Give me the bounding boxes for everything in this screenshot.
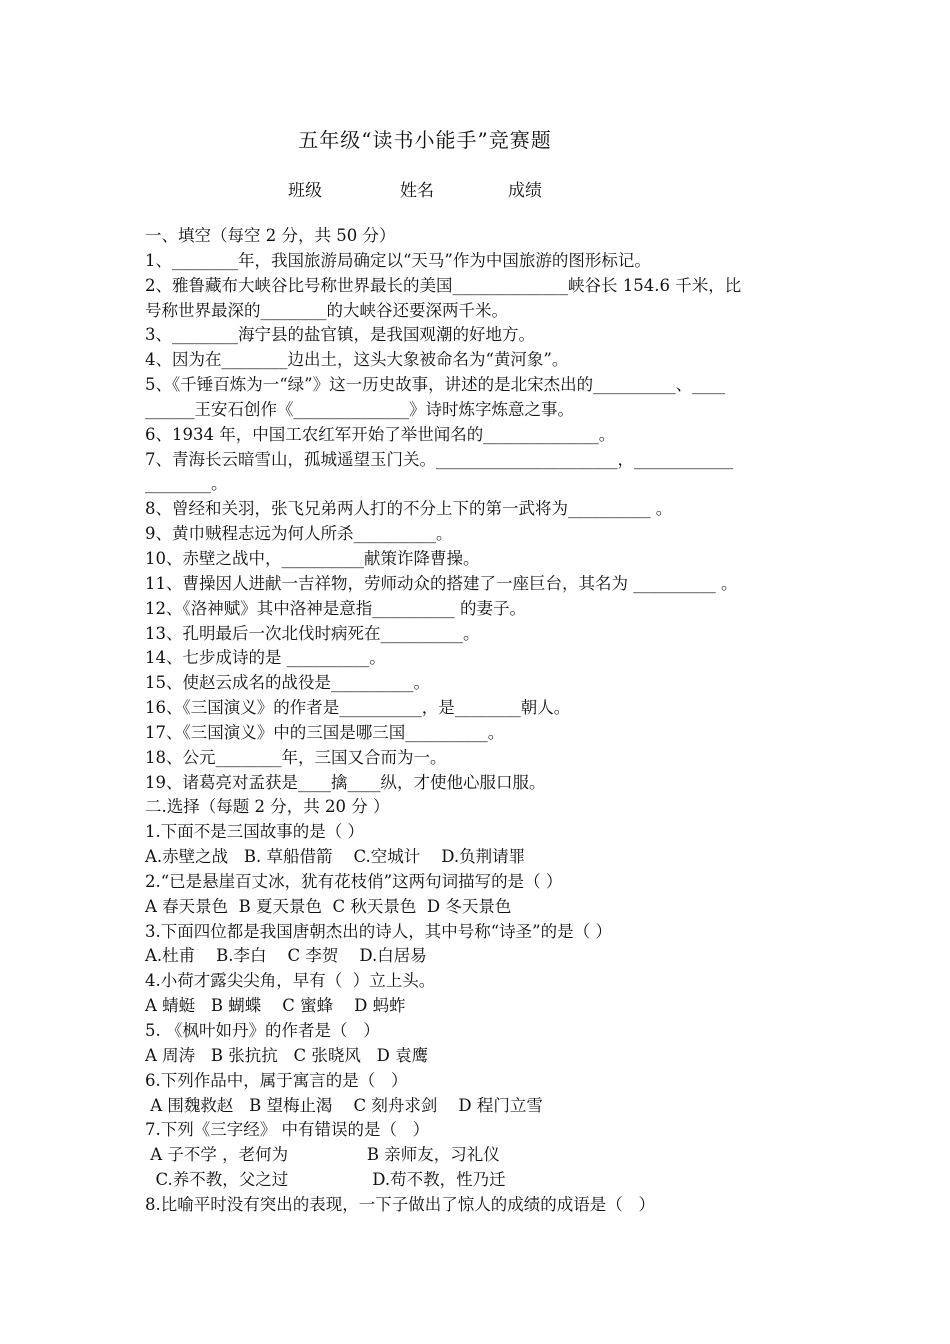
question-line: 5、《千锤百炼为一“绿”》这一历史故事，讲述的是北宋杰出的__________、____	[145, 375, 726, 395]
question-line: 16、《三国演义》的作者是__________，是________朝人。	[145, 698, 571, 718]
question-line: 12、《洛神赋》其中洛神是意指__________ 的妻子。	[145, 598, 526, 618]
question-line: 4、因为在________边出土，这头大象被命名为“黄河象”。	[145, 350, 569, 370]
question-line: A 围魏救赵 B 望梅止渴 C 刻舟求剑 D 程门立雪	[145, 1095, 543, 1115]
question-line: 1.下面不是三国故事的是（ ）	[145, 822, 364, 842]
question-line: 一、填空（每空 2 分，共 50 分）	[145, 226, 396, 245]
class-label: 班级	[288, 181, 322, 201]
question-line: 17、《三国演义》中的三国是哪三国__________。	[145, 722, 505, 742]
question-line: 15、使赵云成名的战役是__________。	[145, 673, 430, 693]
question-line: 号称世界最深的________的大峡谷还要深两千米。	[145, 300, 508, 320]
page-title: 五年级“读书小能手”竞赛题	[298, 128, 552, 152]
question-line: 5. 《枫叶如丹》的作者是（ ）	[145, 1021, 380, 1040]
question-line: A 春天景色 B 夏天景色 C 秋天景色 D 冬天景色	[145, 896, 512, 916]
question-line: C.养不教，父之过 D.苟不教，性乃迁	[145, 1170, 506, 1190]
question-line: A 子不学 ，老何为 B 亲师友，习礼仪	[145, 1145, 500, 1165]
question-line: 19、诸葛亮对孟获是____擒____纵，才使他心服口服。	[145, 772, 546, 792]
name-label: 姓名	[400, 181, 434, 201]
question-line: 1、________年，我国旅游局确定以“天马”作为中国旅游的图形标记。	[145, 250, 651, 270]
question-line: 9、黄巾贼程志远为何人所杀__________。	[145, 524, 453, 544]
question-line: 13、孔明最后一次北伐时病死在__________。	[145, 623, 480, 643]
student-info-row	[288, 176, 542, 201]
question-line: 2、雅鲁藏布大峡谷比号称世界最长的美国______________峡谷长 154.6 千米，比	[145, 275, 742, 295]
question-line: 6、1934 年，中国工农红军开始了举世闻名的______________。	[145, 424, 616, 444]
question-line: A 周涛 B 张抗抗 C 张晓风 D 袁鹰	[145, 1045, 429, 1065]
question-line: A.赤壁之战 B. 草船借箭 C.空城计 D.负荆请罪	[145, 847, 526, 867]
question-line: 10、赤壁之战中，__________献策诈降曹操。	[145, 548, 480, 568]
question-line: 3、________海宁县的盐官镇，是我国观潮的好地方。	[145, 325, 535, 345]
question-line: 7、青海长云暗雪山，孤城遥望玉门关。______________________，____________	[145, 449, 733, 469]
question-line: 3.下面四位都是我国唐朝杰出的诗人，其中号称“诗圣”的是（ ）	[145, 921, 612, 941]
question-list	[145, 224, 815, 1218]
question-line: 8.比喻平时没有突出的表现，一下子做出了惊人的成绩的成语是（ ）	[145, 1194, 655, 1214]
score-label: 成绩	[508, 181, 542, 201]
question-line: 18、公元________年，三国又合而为一。	[145, 747, 447, 767]
question-line: 14、七步成诗的是 __________。	[145, 648, 386, 668]
question-line: 二.选择（每题 2 分，共 20 分 ）	[145, 797, 390, 817]
question-line: 11、曹操因人进献一吉祥物，劳师动众的搭建了一座巨台，其名为 __________ 。	[145, 573, 738, 593]
question-line: A.杜甫 B.李白 C 李贺 D.白居易	[145, 946, 427, 966]
question-line: A 蜻蜓 B 蝴蝶 C 蜜蜂 D 蚂蚱	[145, 996, 406, 1016]
question-line: 2.“已是悬崖百丈冰，犹有花枝俏”这两句词描写的是（ ）	[145, 871, 563, 891]
question-line: ______王安石创作《______________》诗时炼字炼意之事。	[145, 399, 574, 419]
question-line: ________。	[145, 474, 228, 494]
question-line: 8、曾经和关羽，张飞兄弟两人打的不分上下的第一武将为__________ 。	[145, 499, 673, 519]
question-line: 7.下列《三字经》 中有错误的是（ ）	[145, 1120, 430, 1140]
question-line: 4.小荷才露尖尖角，早有（ ）立上头。	[145, 971, 436, 991]
question-line: 6.下列作品中，属于寓言的是（ ）	[145, 1070, 408, 1090]
